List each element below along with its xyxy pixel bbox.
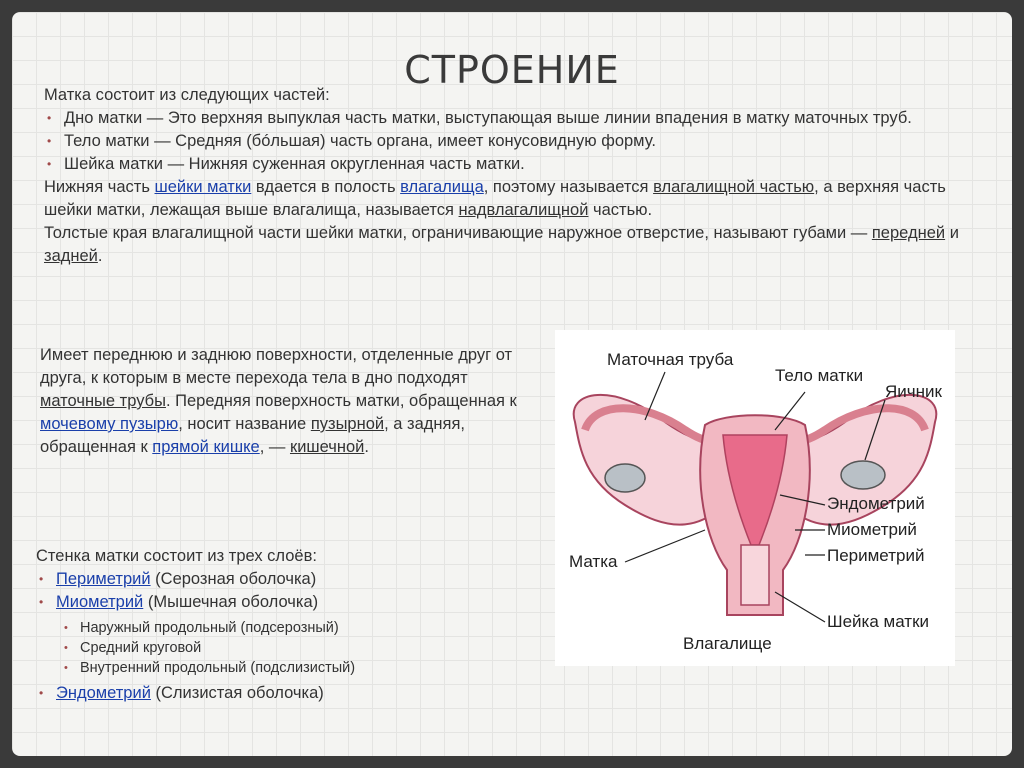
text-run: . — [364, 438, 369, 456]
text-block-surfaces — [40, 344, 535, 459]
link-supravaginal[interactable]: надвлагалищной — [458, 201, 589, 219]
label-perimetrium: Периметрий — [827, 546, 925, 565]
uterus-diagram — [555, 330, 955, 666]
text-run: Толстые края влагалищной части шейки матки, ограничивающие наружное отверстие, называют губами — — [44, 224, 872, 242]
link-vesical[interactable]: пузырной — [310, 415, 385, 433]
link-anterior[interactable]: передней — [871, 224, 946, 242]
text-run: , носит название — [178, 415, 311, 433]
sub-bullet-middle: • Средний круговой — [36, 638, 506, 658]
bullet-perimetrium — [36, 568, 506, 591]
label-ovary: Яичник — [885, 382, 942, 401]
label-uterus: Матка — [569, 552, 618, 571]
right-ovary — [841, 461, 885, 489]
link-perimetrium[interactable]: Периметрий — [56, 570, 151, 588]
text-block-parts — [44, 84, 979, 268]
link-intestinal[interactable]: кишечной — [289, 438, 365, 456]
text-run: , а задняя, обращенная к — [40, 415, 465, 456]
link-rectum[interactable]: прямой кишке — [152, 438, 260, 456]
link-vagina[interactable]: влагалища — [400, 178, 484, 196]
text-run: (Слизистая оболочка) — [150, 684, 324, 702]
label-vagina: Влагалище — [683, 634, 772, 653]
label-body: Тело матки — [775, 366, 864, 385]
bullet-cervix: • Шейка матки — Нижняя суженная округленная часть матки. — [44, 153, 979, 176]
link-endometrium[interactable]: Эндометрий — [56, 684, 151, 702]
text-run: , — — [259, 438, 290, 456]
text-run: (Серозная оболочка) — [150, 570, 317, 588]
link-cervix[interactable]: шейки матки — [154, 178, 252, 196]
sub-bullet-inner: • Внутренний продольный (подслизистый) — [36, 658, 506, 678]
text-run: вдается в полость — [251, 178, 401, 196]
text-run: . — [97, 247, 103, 265]
text-run: и — [945, 224, 959, 242]
bullet-fundus: • Дно матки — Это верхняя выпуклая часть матки, выступающая выше линии впадения в матку маточных труб. — [44, 107, 979, 130]
link-posterior[interactable]: задней — [44, 247, 98, 265]
text-run: (Мышечная оболочка) — [143, 593, 319, 611]
text-run: Имеет переднюю и заднюю поверхности, отделенные друг от друга, к которым в месте перехода тела в дно подходят — [40, 346, 513, 387]
paragraph-cervix — [44, 176, 979, 222]
link-myometrium[interactable]: Миометрий — [56, 593, 144, 611]
link-bladder[interactable]: мочевому пузырю — [40, 415, 179, 433]
bullet-body: • Тело матки — Средняя (бóльшая) часть органа, имеет конусовидную форму. — [44, 130, 979, 153]
layers-intro: Стенка матки состоит из трех слоёв: — [36, 547, 317, 565]
label-myometrium: Миометрий — [827, 520, 917, 539]
label-cervix: Шейка матки — [827, 612, 930, 631]
text-run: частью. — [588, 201, 653, 219]
bullet-endometrium — [36, 682, 506, 705]
parts-intro: Матка состоит из следующих частей: — [44, 86, 330, 104]
text-run: , а верхняя часть шейки матки, лежащая выше влагалища, называется — [44, 178, 946, 219]
text-run: . Передняя поверхность матки, обращенная к — [165, 392, 517, 410]
sub-bullet-outer: • Наружный продольный (подсерозный) — [36, 618, 506, 638]
label-endometrium: Эндометрий — [827, 494, 925, 513]
paragraph-lips — [44, 222, 979, 268]
text-run: , поэтому называется — [483, 178, 654, 196]
link-vaginal-part[interactable]: влагалищной частью — [653, 178, 815, 196]
text-run: Нижняя часть — [44, 178, 155, 196]
cervix-canal — [741, 545, 769, 605]
slide-title: СТРОЕНИЕ — [404, 48, 620, 92]
bullet-myometrium — [36, 591, 506, 614]
text-block-layers — [36, 545, 506, 705]
left-ovary — [605, 464, 645, 492]
slide — [12, 12, 1012, 756]
label-tube: Маточная труба — [607, 350, 734, 369]
link-fallopian-tubes[interactable]: маточные трубы — [40, 392, 166, 410]
